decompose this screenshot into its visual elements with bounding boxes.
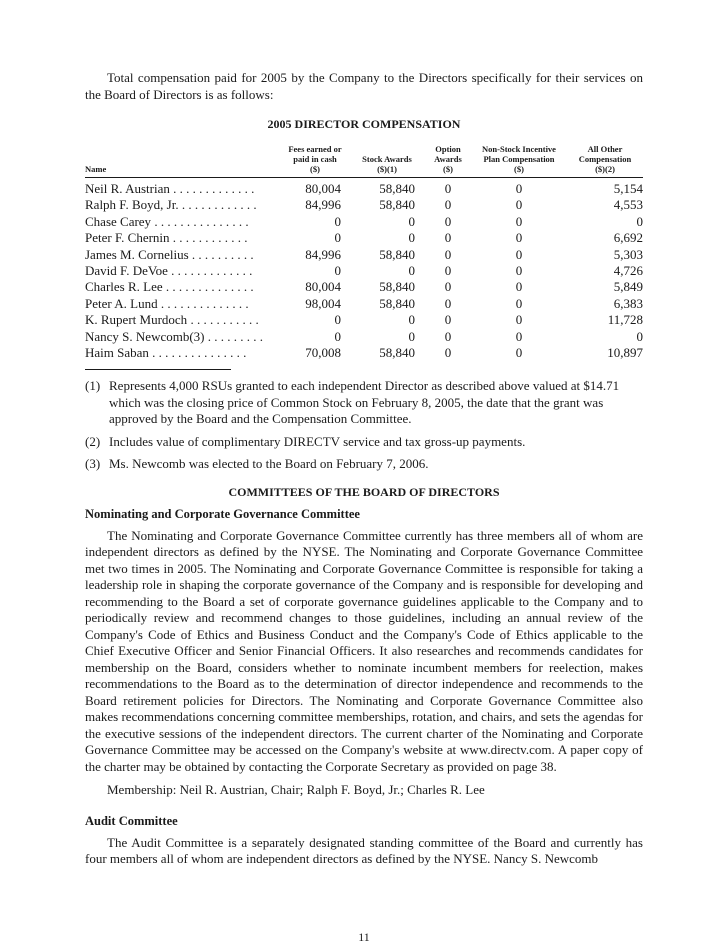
table-row bbox=[85, 279, 643, 295]
cell-stock-awards: 0 bbox=[408, 263, 415, 279]
cell-option-awards: 0 bbox=[444, 230, 452, 246]
cell-stock-awards: 0 bbox=[408, 312, 415, 328]
table-row bbox=[85, 230, 643, 246]
cell-option-awards: 0 bbox=[444, 345, 452, 361]
header-fees: Fees earned or paid in cash ($) bbox=[281, 144, 349, 178]
cell-fees: 0 bbox=[334, 328, 341, 344]
cell-option-awards: 0 bbox=[444, 295, 452, 311]
cell-stock-awards: 0 bbox=[408, 213, 415, 229]
director-name: James M. Cornelius bbox=[85, 246, 189, 262]
cell-name bbox=[85, 296, 281, 312]
cell-stock-awards: 0 bbox=[408, 230, 415, 246]
cell-stock-awards: 58,840 bbox=[379, 197, 415, 213]
intro-paragraph: Total compensation paid for 2005 by the Company to the Directors specifically for their services on the Board of Directors is as follows: bbox=[85, 70, 643, 102]
header-all-other: All Other Compensation ($)(2) bbox=[567, 144, 643, 178]
cell-fees: 0 bbox=[334, 263, 341, 279]
cell-fees: 0 bbox=[334, 213, 341, 229]
cell-name bbox=[85, 312, 281, 328]
director-compensation-table bbox=[85, 144, 643, 361]
leader-dots: . . . . . . . . . . bbox=[188, 246, 254, 262]
cell-stock-awards: 0 bbox=[408, 328, 415, 344]
footnote-2: (2) Includes value of complimentary DIRECTV service and tax gross-up payments. bbox=[85, 433, 526, 449]
cell-fees: 0 bbox=[334, 312, 341, 328]
table-row bbox=[85, 345, 643, 361]
leader-dots: . . . . . . . . . . . . . . . bbox=[151, 213, 249, 229]
cell-stock-awards: 58,840 bbox=[379, 246, 415, 262]
table-row bbox=[85, 197, 643, 213]
cell-non-stock-incentive: 0 bbox=[515, 246, 523, 262]
cell-option-awards: 0 bbox=[444, 328, 452, 344]
cell-non-stock-incentive: 0 bbox=[515, 197, 523, 213]
cell-non-stock-incentive: 0 bbox=[515, 230, 523, 246]
leader-dots: . . . . . . . . . . . . . bbox=[167, 263, 253, 279]
cell-non-stock-incentive: 0 bbox=[515, 295, 523, 311]
cell-non-stock-incentive: 0 bbox=[515, 345, 523, 361]
cell-all-other: 6,383 bbox=[613, 295, 643, 311]
leader-dots: . . . . . . . . . bbox=[204, 328, 263, 344]
table-row bbox=[85, 296, 643, 312]
director-name: Charles R. Lee bbox=[85, 279, 163, 295]
header-option-awards: Option Awards ($) bbox=[425, 144, 471, 178]
director-name: Peter A. Lund bbox=[85, 295, 158, 311]
cell-all-other: 6,692 bbox=[613, 230, 643, 246]
footnote-1: (1) Represents 4,000 RSUs granted to each independent Director as described above valued at $14.71 which was the closing price of Common Stock on February 8, 2005, the date that the grant was approved by the Board and the Compensation Committee. bbox=[85, 378, 620, 427]
cell-all-other: 11,728 bbox=[607, 312, 643, 328]
cell-option-awards: 0 bbox=[444, 246, 452, 262]
leader-dots: . . . . . . . . . . . . . . bbox=[162, 279, 254, 295]
footnote-divider bbox=[85, 369, 231, 370]
table-row bbox=[85, 178, 643, 198]
header-stock-awards: Stock Awards ($)(1) bbox=[349, 144, 425, 178]
director-name: David F. DeVoe bbox=[85, 263, 168, 279]
cell-name bbox=[85, 178, 281, 198]
cell-option-awards: 0 bbox=[444, 213, 452, 229]
leader-dots: . . . . . . . . . . . . . bbox=[169, 181, 255, 196]
director-name: Chase Carey bbox=[85, 213, 152, 229]
director-name: Nancy S. Newcomb(3) bbox=[85, 328, 205, 344]
cell-all-other: 4,726 bbox=[613, 263, 643, 279]
leader-dots: . . . . . . . . . . . . . . bbox=[157, 295, 249, 311]
footnote-3: (3) Ms. Newcomb was elected to the Board on February 7, 2006. bbox=[85, 456, 429, 472]
cell-stock-awards: 58,840 bbox=[379, 279, 415, 295]
cell-all-other: 5,849 bbox=[613, 279, 643, 295]
leader-dots: . . . . . . . . . . . . . . . bbox=[148, 345, 247, 361]
audit-committee-body: The Audit Committee is a separately designated standing committee of the Board and currently has four members all of whom are independent directors as defined by the NYSE. Nancy S. Newcomb bbox=[85, 834, 643, 867]
cell-non-stock-incentive: 0 bbox=[515, 279, 523, 295]
cell-fees: 80,004 bbox=[305, 181, 341, 196]
cell-non-stock-incentive: 0 bbox=[515, 312, 523, 328]
table-title: 2005 DIRECTOR COMPENSATION bbox=[267, 117, 461, 131]
cell-all-other: 0 bbox=[636, 213, 643, 229]
cell-name bbox=[85, 214, 281, 230]
cell-non-stock-incentive: 0 bbox=[515, 263, 523, 279]
cell-all-other: 0 bbox=[636, 328, 643, 344]
cell-non-stock-incentive: 0 bbox=[515, 328, 523, 344]
cell-all-other: 5,154 bbox=[613, 181, 643, 196]
leader-dots: . . . . . . . . . . . . bbox=[169, 230, 248, 246]
cell-name bbox=[85, 230, 281, 246]
cell-non-stock-incentive: 0 bbox=[515, 181, 523, 196]
leader-dots: . . . . . . . . . . . bbox=[187, 312, 259, 328]
leader-dots: . . . . . . . . . . . . bbox=[178, 197, 257, 213]
cell-fees: 98,004 bbox=[305, 295, 341, 311]
cell-name bbox=[85, 279, 281, 295]
cell-fees: 84,996 bbox=[305, 246, 341, 262]
cell-name bbox=[85, 329, 281, 345]
director-name: Peter F. Chernin bbox=[85, 230, 170, 246]
cell-fees: 70,008 bbox=[305, 345, 341, 361]
cell-fees: 0 bbox=[334, 230, 341, 246]
director-name: Ralph F. Boyd, Jr. bbox=[85, 197, 179, 213]
cell-fees: 80,004 bbox=[305, 279, 341, 295]
cell-non-stock-incentive: 0 bbox=[515, 213, 523, 229]
cell-name bbox=[85, 247, 281, 263]
cell-fees: 84,996 bbox=[305, 197, 341, 213]
document-page bbox=[85, 70, 643, 944]
table-row bbox=[85, 312, 643, 328]
cell-name bbox=[85, 197, 281, 213]
cell-all-other: 10,897 bbox=[607, 345, 643, 361]
director-name: K. Rupert Murdoch bbox=[85, 312, 188, 328]
table-row bbox=[85, 329, 643, 345]
table-row bbox=[85, 214, 643, 230]
committees-heading: COMMITTEES OF THE BOARD OF DIRECTORS bbox=[228, 484, 500, 499]
table-row bbox=[85, 247, 643, 263]
cell-option-awards: 0 bbox=[444, 279, 452, 295]
director-name: Haim Saban bbox=[85, 345, 149, 361]
cell-option-awards: 0 bbox=[444, 312, 452, 328]
cell-option-awards: 0 bbox=[444, 197, 452, 213]
cell-name bbox=[85, 345, 281, 361]
nominating-committee-membership: Membership: Neil R. Austrian, Chair; Ralph F. Boyd, Jr.; Charles R. Lee bbox=[107, 782, 485, 798]
header-non-stock-incentive: Non-Stock Incentive Plan Compensation ($) bbox=[471, 144, 567, 178]
audit-committee-heading: Audit Committee bbox=[85, 813, 178, 828]
table-row bbox=[85, 263, 643, 279]
cell-option-awards: 0 bbox=[444, 263, 452, 279]
cell-option-awards: 0 bbox=[444, 181, 452, 196]
header-name: Name bbox=[85, 144, 281, 178]
cell-all-other: 4,553 bbox=[613, 197, 643, 213]
cell-stock-awards: 58,840 bbox=[379, 181, 415, 196]
table-header-row bbox=[85, 144, 643, 178]
cell-stock-awards: 58,840 bbox=[379, 295, 415, 311]
cell-name bbox=[85, 263, 281, 279]
page-number: 11 bbox=[358, 930, 370, 944]
director-name: Neil R. Austrian bbox=[85, 181, 170, 196]
cell-all-other: 5,303 bbox=[613, 246, 643, 262]
nominating-committee-body: The Nominating and Corporate Governance Committee currently has three members all of whom are independent directors as defined by the NYSE. The Nominating and Corporate Governance Committee met two times in 2005. The Nominating and Corporate Governance Committee is responsible for taking a leadership role in shaping the corporate governance of the Company and is responsible for developing and recommending to the Board a set of corporate governance guidelines applicable to the Company and to periodically review and recommend changes to those guidelines, including an annual review of the Company's Code of Ethics and Business Conduct and the Company's Code of Ethics applicable to the Chief Executive Officer and Senior Financial Officers. It also researches and recommends candidates for membership on the Board, considers whether to nominate incumbent members for reelection, makes recommendations to the Board as to the determination of director independence and recommends to the Board retirement policies for Directors. The Nominating and Corporate Governance Committee also makes recommendations concerning committee memberships, rotation, and chairs, and sets the agendas for the executive sessions of the independent directors. The current charter of the Nominating and Corporate Governance Committee may be accessed on the Company's website at www.directv.com. A paper copy of the charter may be obtained by contacting the Corporate Secretary as provided on page 38. bbox=[85, 527, 643, 774]
nominating-committee-heading: Nominating and Corporate Governance Committee bbox=[85, 506, 360, 521]
cell-stock-awards: 58,840 bbox=[379, 345, 415, 361]
